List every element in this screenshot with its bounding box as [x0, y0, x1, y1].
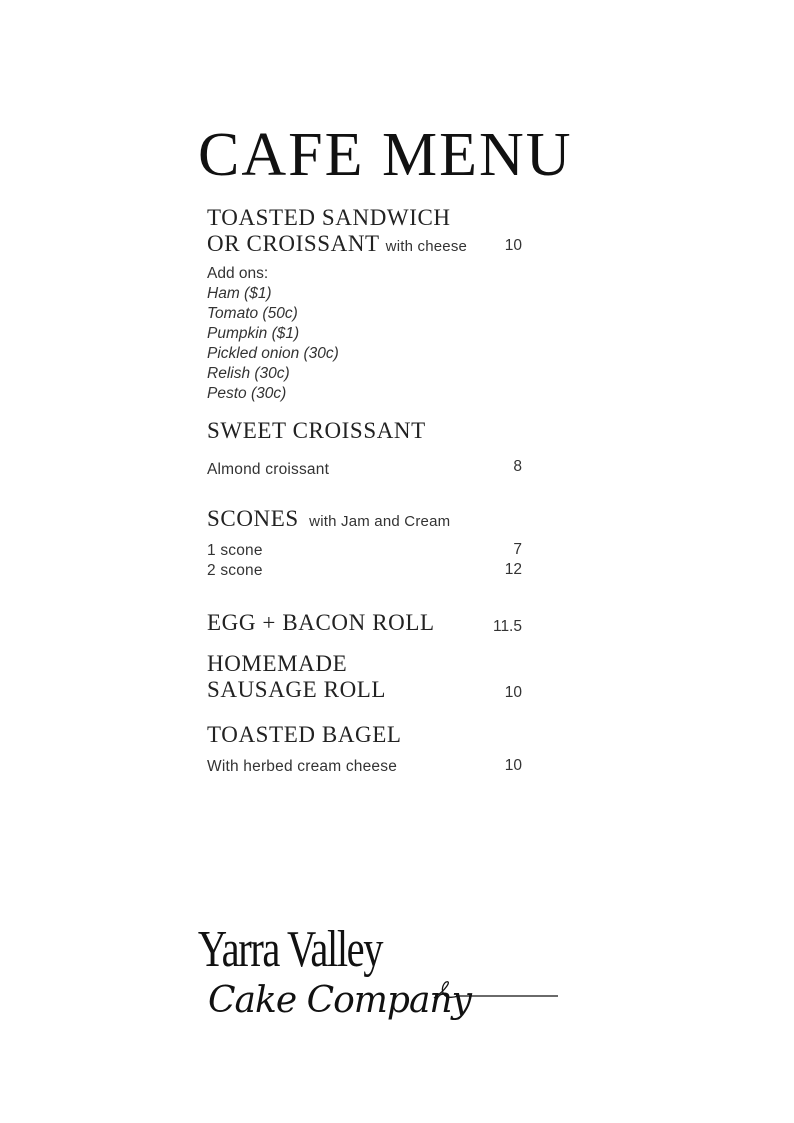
addon-item-relish: Relish (30c) [207, 365, 290, 382]
heading-scones-label: SCONES [207, 506, 299, 531]
price-1-scone: 7 [513, 541, 522, 558]
section-heading-scones [207, 506, 450, 534]
logo-line2: Cake Company [208, 980, 471, 1021]
addon-item-ham: Ham ($1) [207, 285, 272, 302]
price-toasted-sandwich: 10 [504, 237, 522, 254]
logo-line1: Yarra Valley [197, 921, 383, 979]
company-logo [196, 920, 566, 1030]
section-heading-toasted-bagel: TOASTED BAGEL [207, 722, 402, 747]
note-with-cheese: with cheese [385, 238, 468, 255]
addons-list [207, 264, 339, 404]
addons-label: Add ons: [207, 265, 269, 282]
item-2-scone: 2 scone [207, 562, 263, 579]
note-jam-cream: with Jam and Cream [309, 513, 451, 530]
price-almond-croissant: 8 [513, 458, 522, 475]
addon-item-tomato: Tomato (50c) [207, 305, 298, 322]
section-heading-sausage-roll: SAUSAGE ROLL [207, 677, 387, 702]
price-toasted-bagel: 10 [504, 757, 522, 774]
section-heading-toasted-sandwich: TOASTED SANDWICH [207, 205, 451, 230]
addon-item-pumpkin: Pumpkin ($1) [207, 325, 300, 342]
section-heading-homemade: HOMEMADE [207, 651, 348, 676]
item-almond-croissant: Almond croissant [207, 461, 330, 478]
page-title: CAFE MENU [198, 121, 573, 189]
section-heading-or-croissant [207, 231, 467, 259]
price-2-scone: 12 [504, 561, 522, 578]
price-sausage-roll: 10 [504, 684, 522, 701]
heading-line2: OR CROISSANT [207, 231, 380, 256]
section-heading-sweet-croissant: SWEET CROISSANT [207, 418, 426, 443]
item-herbed-cream-cheese: With herbed cream cheese [207, 758, 398, 775]
price-egg-bacon-roll: 11.5 [492, 618, 522, 635]
addon-item-pesto: Pesto (30c) [207, 385, 287, 402]
addon-item-pickled-onion: Pickled onion (30c) [207, 345, 339, 362]
item-1-scone: 1 scone [207, 542, 263, 559]
section-heading-egg-bacon-roll: EGG + BACON ROLL [207, 610, 435, 635]
